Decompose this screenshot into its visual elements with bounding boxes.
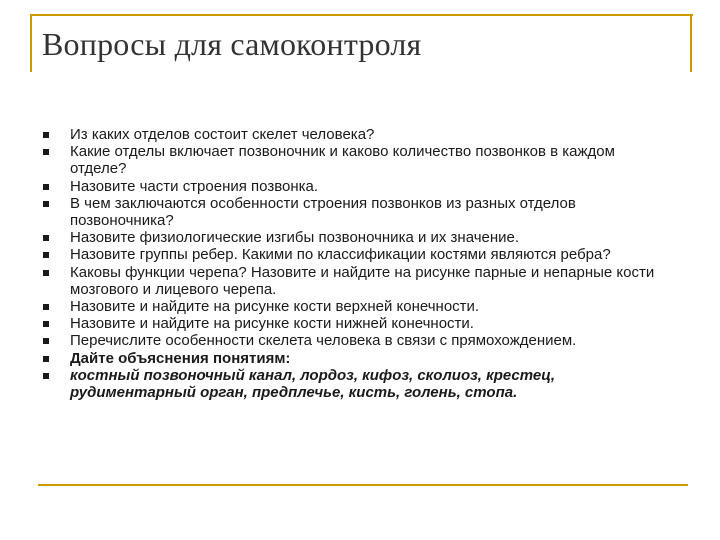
question-text: Каковы функции черепа? Назовите и найдите на рисунке парные и непарные кости мозгового и лицевого черепа. — [70, 263, 655, 298]
square-bullet-icon — [43, 356, 49, 362]
title-frame-left-rule — [30, 14, 32, 72]
question-text: Назовите физиологические изгибы позвоночника и их значение. — [70, 229, 520, 247]
square-bullet-icon — [43, 304, 49, 310]
square-bullet-icon — [43, 235, 49, 241]
title-frame-top-rule — [30, 14, 693, 16]
question-text: Дайте объяснения понятиям: — [70, 349, 291, 367]
square-bullet-icon — [43, 132, 49, 138]
question-item — [40, 126, 660, 143]
question-text: В чем заключаются особенности строения позвонков из разных отделов позвоночника? — [70, 194, 576, 230]
question-item — [40, 178, 660, 195]
question-text: костный позвоночный канал, лордоз, кифоз, сколиоз, крестец, рудиментарный орган, предплечье, кисть, голень, стопа. — [70, 366, 556, 402]
slide-title: Вопросы для самоконтроля — [42, 26, 422, 62]
question-text: Перечислите особенности скелета человека в связи с прямохождением. — [70, 332, 577, 350]
bottom-divider — [38, 484, 688, 486]
square-bullet-icon — [43, 321, 49, 327]
question-item — [40, 350, 660, 367]
question-item — [40, 143, 660, 177]
title-frame-right-rule — [690, 14, 692, 72]
question-list — [40, 126, 660, 401]
question-text: Назовите и найдите на рисунке кости верхней конечности. — [70, 298, 480, 316]
question-text: Назовите и найдите на рисунке кости нижней конечности. — [70, 315, 474, 333]
square-bullet-icon — [43, 373, 49, 379]
square-bullet-icon — [43, 270, 49, 276]
question-item — [40, 246, 660, 263]
question-item — [40, 298, 660, 315]
square-bullet-icon — [43, 201, 49, 207]
question-item — [40, 264, 660, 298]
question-item — [40, 195, 660, 229]
square-bullet-icon — [43, 252, 49, 258]
question-text: Из каких отделов состоит скелет человека? — [70, 126, 375, 143]
question-item — [40, 229, 660, 246]
question-text: Какие отделы включает позвоночник и каково количество позвонков в каждом отделе? — [70, 143, 615, 178]
question-text: Назовите группы ребер. Какими по классификации костями являются ребра? — [70, 246, 611, 264]
question-item — [40, 315, 660, 332]
question-text: Назовите части строения позвонка. — [70, 177, 319, 195]
square-bullet-icon — [43, 338, 49, 344]
square-bullet-icon — [43, 149, 49, 155]
question-item — [40, 367, 660, 401]
square-bullet-icon — [43, 184, 49, 190]
question-item — [40, 332, 660, 349]
